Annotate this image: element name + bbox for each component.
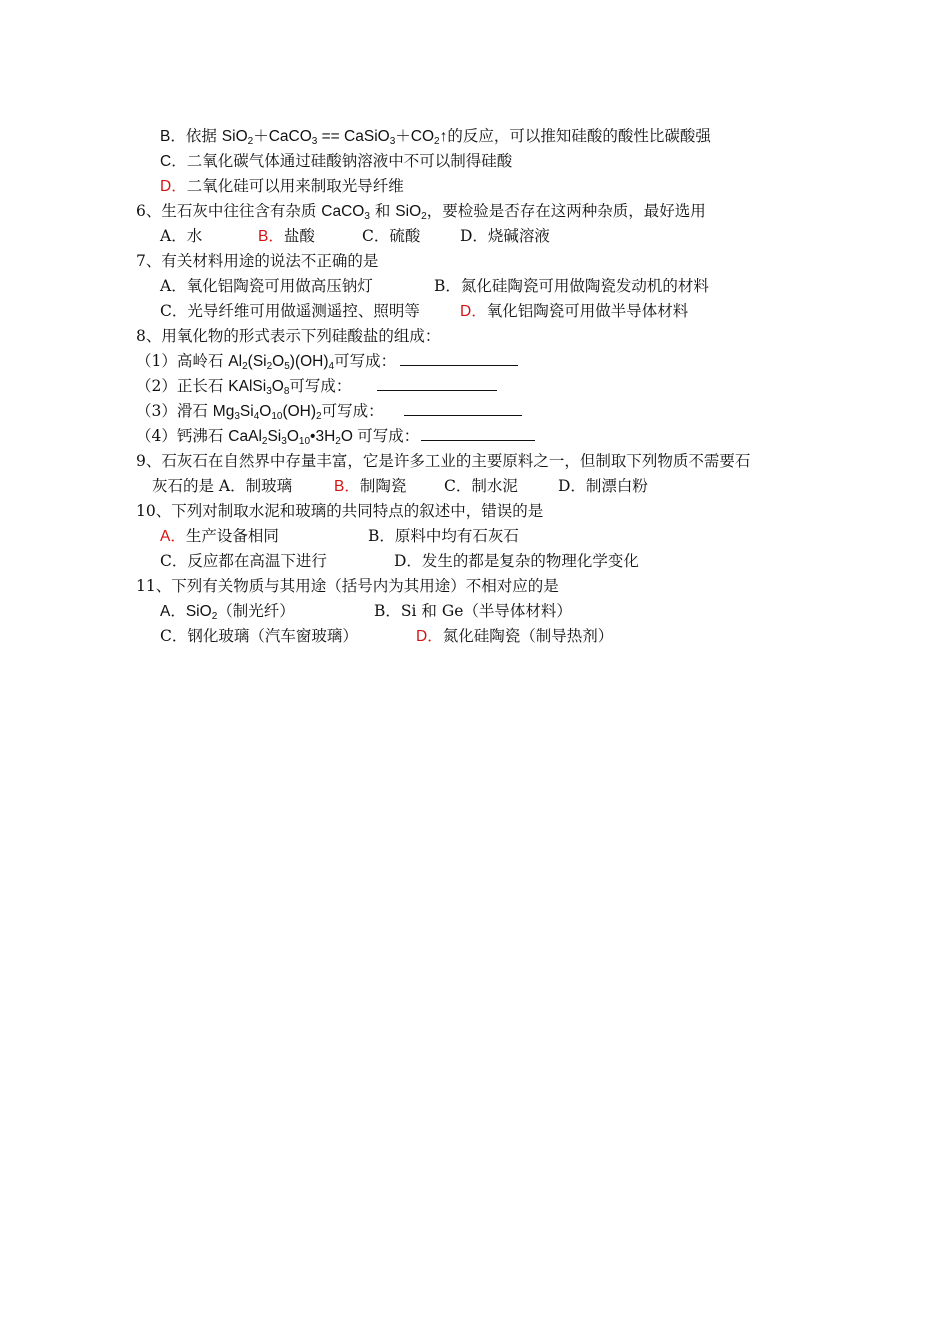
q7-option-d: D．氧化铝陶瓷可用做半导体材料 xyxy=(460,302,689,320)
answer-blank[interactable] xyxy=(400,351,518,366)
q11-stem: 11、下列有关物质与其用途（括号内为其用途）不相对应的是 xyxy=(136,577,559,595)
q8-item-4: （4）钙沸石 $CaAl_2Si_3O_{10}•3H_2O$ 可写成： xyxy=(136,425,535,447)
answer-blank[interactable] xyxy=(404,401,522,416)
q6-stem: 6、生石灰中往往含有杂质 CaCO$_3$ 和 SiO$_2$，要检验是否存在这两种杂质，最好选用 xyxy=(136,202,706,222)
q8-item-1: （1）高岭石 $Al_2(Si_2O_5)(OH)_4$可写成： xyxy=(136,350,518,372)
q10-option-a: A．生产设备相同 xyxy=(160,527,279,545)
q6-option-d: D．烧碱溶液 xyxy=(460,227,550,245)
q10-option-c: C．反应都在高温下进行 xyxy=(160,552,327,570)
answer-marker: B． xyxy=(334,478,360,495)
q6-option-c: C．硫酸 xyxy=(362,227,421,245)
answer-marker: D． xyxy=(460,303,487,320)
q11-option-b: B．Si 和 Ge（半导体材料） xyxy=(374,602,572,620)
answer-marker: D． xyxy=(160,178,187,195)
q8-item-2: （2）正长石 $KAlSi_3O_8$可写成： xyxy=(136,375,497,397)
answer-blank[interactable] xyxy=(421,426,535,441)
reaction-equation: SiO$_2$＋CaCO$_3$ == $CaSiO_3+CO_2↑$ xyxy=(221,128,448,147)
q9-option-b: B．制陶瓷 xyxy=(334,477,407,495)
q8-stem: 8、用氧化物的形式表示下列硅酸盐的组成： xyxy=(136,327,441,345)
q5-option-c: C．二氧化碳气体通过硅酸钠溶液中不可以制得硅酸 xyxy=(160,152,513,170)
q6-option-a: A．水 xyxy=(160,227,203,245)
q11-option-c: C．钢化玻璃（汽车窗玻璃） xyxy=(160,627,358,645)
answer-marker: D． xyxy=(416,628,443,645)
q10-option-d: D．发生的都是复杂的物理化学变化 xyxy=(394,552,639,570)
q9-option-c: C．制水泥 xyxy=(444,477,518,495)
q10-stem: 10、下列对制取水泥和玻璃的共同特点的叙述中，错误的是 xyxy=(136,502,544,520)
q10-option-b: B．原料中均有石灰石 xyxy=(368,527,519,545)
q8-item-3: （3）滑石 $Mg_3Si_4O_{10}(OH)_2$可写成： xyxy=(136,400,522,422)
q11-option-d: D．氮化硅陶瓷（制导热剂） xyxy=(416,627,614,645)
q9-option-d: D．制漂白粉 xyxy=(558,477,648,495)
q7-option-b: B．氮化硅陶瓷可用做陶瓷发动机的材料 xyxy=(434,277,709,295)
answer-marker: A． xyxy=(160,528,186,545)
q7-stem: 7、有关材料用途的说法不正确的是 xyxy=(136,252,379,270)
q5-option-d: D．二氧化硅可以用来制取光导纤维 xyxy=(160,177,404,195)
answer-blank[interactable] xyxy=(377,376,497,391)
q7-option-c: C．光导纤维可用做遥测遥控、照明等 xyxy=(160,302,420,320)
q9-stem-line-1: 9、石灰石在自然界中存量丰富，它是许多工业的主要原料之一，但制取下列物质不需要石 xyxy=(136,452,751,470)
q5-option-b: B．依据 SiO$_2$＋CaCO$_3$ == $CaSiO_3+CO_2↑$的反应，可以推知硅酸的酸性比碳酸强 xyxy=(160,127,711,147)
q7-option-a: A．氧化铝陶瓷可用做高压钠灯 xyxy=(160,277,373,295)
q6-option-b: B．盐酸 xyxy=(258,227,315,245)
q11-option-a: A．SiO$_2$（制光纤） xyxy=(160,602,295,622)
answer-marker: B． xyxy=(258,228,284,245)
q9-stem-line-2: 灰石的是 A．制玻璃 xyxy=(152,477,293,495)
